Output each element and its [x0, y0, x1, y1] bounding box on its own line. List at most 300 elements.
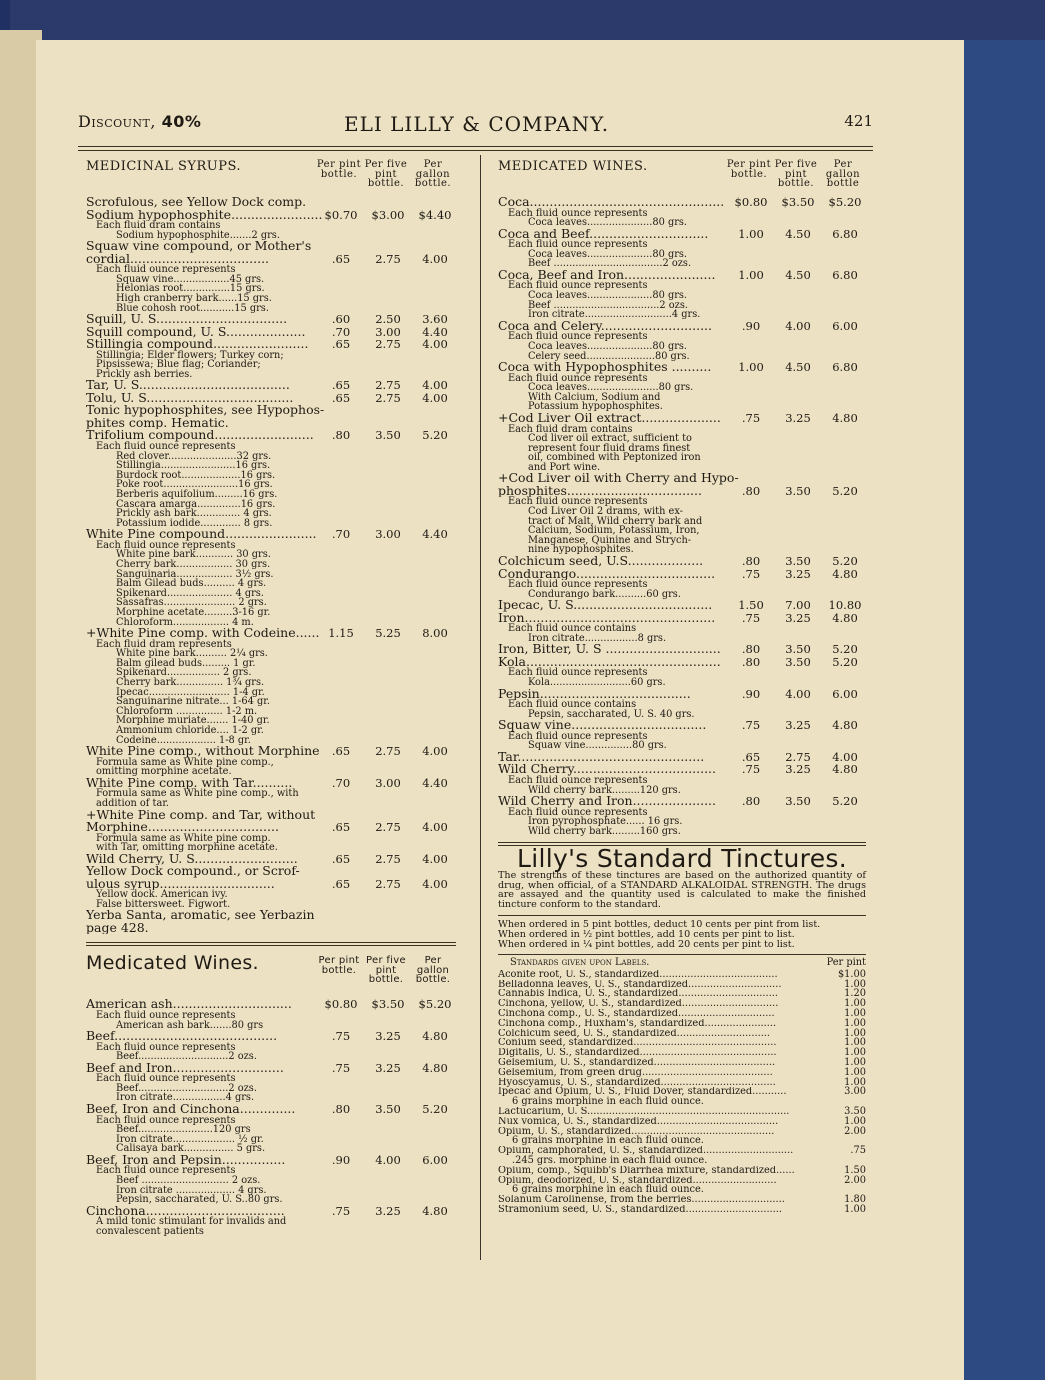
page-header	[78, 112, 873, 138]
price-value: $3.50	[371, 997, 405, 1012]
ingredient-line: Coca leaves.....................80 grs.	[528, 340, 688, 352]
formula-note: Formula same as White pine comp.	[96, 832, 271, 844]
ingredient-line: Red clover......................32 grs.	[116, 450, 272, 462]
product-name: Sodium hypophosphite.......................	[86, 208, 323, 221]
price-value: .65	[331, 876, 351, 891]
product-name: Squill compound, U. S....................	[86, 325, 306, 339]
product-name: Beef, Iron and Pepsin................	[86, 1153, 286, 1167]
product-name: Condurango...................................	[498, 567, 716, 581]
tincture-name: Hyoscyamus, U. S., standardized.....................................	[498, 1077, 776, 1088]
product-name: Coca and Beef..............................	[498, 227, 709, 241]
product-name: Iron................................................	[498, 611, 716, 625]
formula-note: Pipsissewa; Blue flag; Coriander;	[96, 359, 261, 371]
tincture-name: Stramonium seed, U. S., standardized...............................	[498, 1205, 783, 1215]
price-value: 1.15	[328, 626, 354, 641]
price-value: 5.20	[422, 428, 448, 443]
ingredient-line: White pine bark.......... 2¼ grs.	[116, 648, 268, 660]
tincture-price: 1.00	[844, 978, 866, 990]
price-value: 3.25	[785, 411, 811, 425]
price-value: 4.00	[422, 851, 448, 866]
tincture-name: Gelsemium, U. S., standardized.......................................	[498, 1058, 776, 1068]
price-value: 4.00	[375, 1152, 401, 1167]
ingredient-line: Sanguinaria.................. 3½ grs.	[116, 568, 274, 580]
product-name: Tar, U. S......................................	[86, 379, 290, 392]
medicinal-syrups-section	[86, 152, 456, 934]
product-name: Wild Cherry, U. S..........................	[86, 852, 298, 866]
ingredient-line: Calisaya bark................ 5 grs.	[116, 1143, 266, 1155]
tincture-note: 6 grains morphine in each fluid ounce.	[512, 1135, 704, 1147]
product-name: Kola.................................................	[498, 655, 721, 669]
section-title: MEDICINAL SYRUPS. Per pint bottle. Per five pint bottle. Per gallon bottle.	[86, 152, 456, 196]
tincture-price: 1.00	[844, 998, 866, 1010]
divider-rule	[498, 915, 866, 916]
ingredient-line: Balm Gilead buds.......... 4 grs.	[116, 578, 267, 590]
ingredient-line: Squaw vine...............80 grs.	[528, 740, 667, 752]
formula-note: Each fluid ounce contains	[508, 623, 637, 635]
price-value: 5.20	[832, 654, 858, 669]
ingredient-line: Condurango bark..........60 grs.	[528, 588, 681, 600]
ingredient-line: Potassium iodide............. 8 grs.	[116, 517, 273, 529]
price-value: 1.50	[738, 598, 764, 613]
price-value: .75	[331, 1029, 351, 1044]
price-value: .70	[331, 324, 351, 339]
tincture-row	[498, 1176, 866, 1186]
ingredient-line: Celery seed......................80 grs.	[528, 350, 690, 362]
ingredient-line: Sassafras....................... 2 grs.	[116, 597, 267, 609]
product-row	[498, 269, 866, 282]
product-row	[86, 998, 456, 1011]
medicated-wines-section	[86, 946, 456, 1236]
tincture-name: Cinchona, yellow, U. S., standardized...............................	[498, 999, 779, 1010]
price-value: 7.00	[785, 598, 811, 613]
price-value: .75	[741, 718, 761, 733]
ingredient-line: Beef ...................................2 ozs.	[528, 258, 692, 270]
tincture-row	[498, 1205, 866, 1215]
tincture-price: .75	[850, 1145, 866, 1157]
price-value: 8.00	[422, 626, 448, 641]
ingredient-line: Iron citrate.................... ½ gr.	[116, 1133, 264, 1145]
ingredient-line: Morphine acetate.........3-16 gr.	[116, 606, 271, 618]
tincture-price: 1.20	[844, 988, 866, 1000]
price-value: 6.00	[832, 686, 858, 701]
tincture-price: 3.50	[844, 1106, 866, 1118]
product-name: White Pine comp., without Morphine	[86, 745, 320, 758]
ingredient-line: Beef ............................ 2 ozs.	[116, 1175, 261, 1187]
price-value: 4.80	[832, 411, 858, 425]
price-value: 2.75	[375, 337, 401, 352]
product-row	[86, 909, 456, 922]
column-header: Per gallon bottle.	[415, 955, 451, 986]
section-title: Medicated Wines. Per pint bottle. Per five pint bottle. Per gallon bottle.	[86, 946, 456, 998]
column-header: Per five pint bottle.	[366, 955, 406, 986]
price-value: $0.80	[734, 195, 768, 209]
product-name: Yellow Dock compound., or Scrof-	[86, 865, 300, 878]
product-row	[86, 777, 456, 790]
tincture-row	[498, 1019, 866, 1029]
price-value: .65	[331, 744, 351, 759]
price-value: .65	[741, 749, 761, 764]
price-value: 3.25	[375, 1060, 401, 1075]
ingredient-line: Spikenard..................... 4 grs.	[116, 587, 264, 599]
ingredient-line: Kola..........................60 grs.	[528, 677, 666, 688]
column-header: Per five pint bottle.	[364, 159, 408, 189]
ingredient-line: Prickly ash bark.............. 4 grs.	[116, 508, 272, 520]
ingredient-line: Coca leaves.....................80 grs.	[528, 290, 688, 302]
product-name: Beef, Iron and Cinchona..............	[86, 1103, 296, 1116]
formula-note: Formula same as White pine comp., with	[96, 788, 299, 800]
tincture-price: 1.00	[844, 1204, 866, 1216]
price-value: .80	[331, 428, 351, 443]
price-value: $5.20	[828, 195, 862, 209]
product-row	[498, 228, 866, 241]
price-value: 2.75	[375, 851, 401, 866]
tincture-name: Conium seed, standardized..............................................	[498, 1038, 777, 1049]
product-row	[498, 196, 866, 209]
product-name: +White Pine comp. with Codeine......	[86, 627, 320, 640]
section-title: MEDICATED WINES. Per pint bottle. Per five pint bottle. Per gallon bottle	[498, 152, 866, 196]
price-value: $3.00	[371, 207, 405, 222]
ingredient-line: Manganese, Quinine and Strych-	[528, 534, 692, 546]
price-value: 2.75	[375, 744, 401, 759]
price-value: 3.50	[785, 554, 811, 569]
price-value: 3.50	[785, 642, 811, 657]
formula-note: with Tar, omitting morphine acetate.	[96, 842, 278, 854]
ingredient-line: Iron citrate.................4 grs.	[116, 1092, 255, 1104]
column-header: Per five pint bottle.	[774, 159, 818, 189]
product-name: White Pine comp. with Tar..........	[86, 776, 293, 790]
price-value: 1.00	[738, 267, 764, 282]
product-name: +Cod Liver oil with Cherry and Hypo-	[498, 472, 739, 485]
price-value: 4.00	[785, 686, 811, 701]
price-value: 3.00	[375, 324, 401, 339]
order-note: When ordered in ¼ pint bottles, add 20 cents per pint to list.	[498, 938, 795, 950]
list-header-label: Standards given upon Labels.	[510, 957, 650, 969]
tincture-price: 1.00	[844, 1008, 866, 1020]
ingredient-line: Cherry bark.................. 30 grs.	[116, 558, 271, 570]
standard-tinctures-section	[498, 846, 866, 1214]
tincture-price: 1.50	[844, 1164, 866, 1176]
product-name: Squaw vine compound, or Mother's	[86, 240, 312, 253]
price-value: 4.50	[785, 226, 811, 241]
product-row	[86, 878, 456, 891]
price-value: .80	[741, 794, 761, 809]
formula-note: Each fluid ounce represents	[508, 280, 648, 292]
formula-note: Each fluid ounce represents	[508, 667, 648, 679]
price-value: 4.00	[422, 337, 448, 352]
price-value: 2.75	[375, 820, 401, 835]
formula-note: Each fluid ounce contains	[508, 699, 637, 711]
product-row	[498, 612, 866, 625]
price-value: 4.80	[422, 1060, 448, 1075]
product-row	[498, 656, 866, 669]
product-row	[498, 719, 866, 732]
formula-note: addition of tar.	[96, 797, 170, 809]
ingredient-line: Pepsin, saccharated, U. S..80 grs.	[116, 1194, 283, 1206]
formula-note: Each fluid ounce represents	[96, 264, 236, 276]
ingredient-line: Blue cohosh root...........15 grs.	[116, 302, 269, 314]
formula-note: Each fluid ounce represents	[96, 1073, 236, 1085]
price-value: $0.80	[324, 997, 358, 1012]
tincture-name: Opium, U. S., standardized..............................................	[498, 1126, 775, 1137]
ingredient-line: Morphine muriate....... 1-40 gr.	[116, 715, 270, 727]
ingredient-line: Coca leaves.....................80 grs.	[528, 217, 688, 229]
tincture-price: 2.00	[844, 1174, 866, 1186]
product-row	[86, 627, 456, 640]
price-value: $3.50	[781, 195, 815, 209]
ingredient-line: Pepsin, saccharated, U. S. 40 grs.	[528, 708, 695, 720]
price-value: 5.20	[832, 554, 858, 569]
price-value: 4.00	[832, 749, 858, 764]
product-row	[86, 429, 456, 442]
price-value: 5.20	[832, 794, 858, 809]
price-value: 4.00	[422, 251, 448, 266]
price-value: 4.40	[422, 527, 448, 542]
price-value: 1.00	[738, 360, 764, 375]
formula-note: convalescent patients	[96, 1225, 204, 1237]
ingredient-line: American ash bark.......80 grs	[116, 1019, 264, 1031]
product-row	[86, 865, 456, 878]
product-name: Beef and Iron............................	[86, 1061, 284, 1075]
formula-note: A mild tonic stimulant for invalids and	[96, 1216, 287, 1228]
tincture-name: Opium, camphorated, U. S., standardized.............................	[498, 1146, 794, 1157]
product-name: Tolu, U. S.....................................	[86, 391, 294, 405]
tincture-row	[498, 1166, 866, 1176]
price-value: 2.75	[375, 378, 401, 393]
ingredient-line: Calcium, Sodium, Potassium, Iron,	[528, 525, 700, 537]
ingredient-line: Iron pyrophosphate...... 16 grs.	[528, 816, 683, 828]
product-name: Iron, Bitter, U. S .............................	[498, 643, 721, 656]
price-value: 4.40	[422, 324, 448, 339]
tincture-row	[498, 1117, 866, 1127]
price-value: 5.25	[375, 626, 401, 641]
formula-note: Each fluid ounce represents	[508, 207, 648, 219]
tincture-note: 6 grains morphine in each fluid ounce.	[512, 1096, 704, 1108]
product-row	[498, 472, 866, 485]
formula-note: Each fluid ounce represents	[96, 1114, 236, 1126]
tincture-row	[498, 1195, 866, 1205]
price-value: 2.75	[375, 390, 401, 405]
tincture-name: Opium, comp., Squibb's Diarrhea mixture, standardized......	[498, 1165, 795, 1176]
price-value: .80	[741, 483, 761, 498]
price-value: 3.25	[375, 1029, 401, 1044]
ingredient-line: Ipecac.......................... 1-4 gr.	[116, 686, 265, 698]
product-name: Coca with Hypophosphites ..........	[498, 361, 712, 374]
product-row	[498, 643, 866, 656]
product-name: +Cod Liver Oil extract....................	[498, 412, 721, 425]
tincture-row	[498, 1107, 866, 1117]
ingredient-line: Cod Liver Oil 2 drams, with ex-	[528, 506, 683, 518]
ingredient-line: Helonias root...............15 grs.	[116, 283, 265, 295]
product-row	[86, 338, 456, 351]
price-value: .60	[331, 312, 351, 327]
product-name: Coca.................................................	[498, 196, 725, 209]
price-value: 4.80	[422, 1029, 448, 1044]
tincture-row	[498, 1048, 866, 1058]
price-value: 4.80	[832, 566, 858, 581]
price-value: 6.80	[832, 226, 858, 241]
formula-note: Each fluid ounce represents	[508, 579, 648, 591]
price-value: 6.80	[832, 267, 858, 282]
price-value: 4.50	[785, 267, 811, 282]
price-value: 1.00	[738, 226, 764, 241]
ingredient-line: oil, combined with Peptonized iron	[528, 452, 701, 464]
ingredient-line: Balm gilead buds......... 1 gr.	[116, 657, 256, 669]
tincture-note: .245 grs. morphine in each fluid ounce.	[512, 1155, 708, 1167]
product-name: Stillingia compound........................	[86, 338, 309, 351]
column-header: Per pint bottle.	[316, 159, 362, 180]
formula-note: Prickly ash berries.	[96, 368, 193, 380]
price-value: .75	[741, 411, 761, 425]
tincture-row	[498, 1009, 866, 1019]
price-value: 5.20	[832, 642, 858, 657]
product-name: phosphites..................................	[498, 484, 702, 498]
product-row	[498, 412, 866, 425]
tincture-price: 1.00	[844, 1047, 866, 1059]
formula-note: Each fluid dram contains	[508, 423, 633, 435]
product-name: Wild Cherry....................................	[498, 763, 717, 776]
ingredient-line: Coca leaves.....................80 grs.	[528, 248, 688, 260]
product-name: Tonic hypophosphites, see Hypophos-	[86, 404, 325, 417]
price-value: 3.25	[785, 610, 811, 625]
ingredient-line: Iron citrate............................4 grs.	[528, 309, 701, 321]
product-name: Scrofulous, see Yellow Dock comp.	[86, 196, 307, 209]
formula-note: Each fluid dram represents	[96, 638, 232, 650]
ingredient-line: High cranberry bark......15 grs.	[116, 292, 272, 304]
order-note: When ordered in ½ pint bottles, add 10 cents per pint to list.	[498, 928, 795, 940]
product-name: phites comp. Hematic.	[86, 416, 229, 430]
ingredient-line: represent four fluid drams finest	[528, 442, 691, 454]
price-value: 3.00	[375, 527, 401, 542]
medicated-wines-continued	[498, 152, 866, 836]
formula-note: Each fluid ounce represents	[508, 774, 648, 786]
product-name: Pepsin......................................	[498, 687, 691, 701]
price-value: 4.00	[785, 318, 811, 333]
product-row	[498, 751, 866, 764]
ingredient-line: nine hypophosphites.	[528, 544, 634, 556]
formula-note: Each fluid ounce represents	[508, 496, 648, 508]
ingredient-line: Wild cherry bark.........120 grs.	[528, 784, 681, 796]
formula-note: Each fluid ounce represents	[508, 806, 648, 818]
ingredient-line: Poke root........................16 grs.	[116, 479, 273, 491]
formula-note: Each fluid ounce represents	[96, 440, 236, 452]
product-row	[86, 196, 456, 209]
price-value: 6.80	[832, 360, 858, 375]
price-value: 5.20	[832, 483, 858, 498]
tincture-price: 1.00	[844, 1066, 866, 1078]
formula-note: Each fluid ounce represents	[96, 1041, 236, 1053]
product-name: Beef.........................................	[86, 1030, 278, 1043]
tincture-price: 3.00	[844, 1086, 866, 1098]
tincture-name: Ipecac and Opium, U. S., Fluid Dover, standardized...........	[498, 1087, 787, 1098]
price-value: 4.80	[832, 718, 858, 733]
ingredient-line: Codeine................... 1-8 gr.	[116, 734, 251, 746]
product-row	[86, 1103, 456, 1116]
product-name: Wild Cherry and Iron.....................	[498, 795, 717, 808]
price-value: .90	[331, 1152, 351, 1167]
price-value: 3.50	[375, 428, 401, 443]
book-cover	[960, 40, 1045, 1380]
product-name: White Pine compound.......................	[86, 528, 317, 541]
product-row	[498, 763, 866, 776]
price-value: 4.80	[422, 1203, 448, 1218]
tinctures-list-header	[498, 958, 866, 968]
price-value: $5.20	[418, 997, 452, 1012]
price-value: .65	[331, 390, 351, 405]
page-number: 421	[844, 112, 873, 130]
ingredient-line: Cherry bark............... 1¾ grs.	[116, 677, 265, 688]
tincture-row	[498, 989, 866, 999]
price-value: 5.20	[422, 1102, 448, 1117]
ingredient-line: tract of Malt, Wild cherry bark and	[528, 515, 703, 527]
ingredient-line: White pine bark............ 30 grs.	[116, 549, 271, 561]
formula-note: Each fluid ounce represents	[508, 331, 648, 343]
price-value: .75	[331, 1060, 351, 1075]
formula-note: Each fluid ounce represents	[508, 730, 648, 742]
tincture-name: Colchicum seed, U. S., standardized..............................	[498, 1028, 771, 1039]
price-value: 3.00	[375, 775, 401, 790]
formula-note: Each fluid ounce represents	[508, 372, 648, 384]
tincture-row	[498, 980, 866, 990]
price-value: $0.70	[324, 207, 358, 222]
column-header: Per pint bottle.	[726, 159, 772, 180]
ingredient-line: Beef ..................................2 ozs.	[528, 299, 688, 311]
product-row	[86, 313, 456, 326]
ingredient-line: Potassium hypophosphites.	[528, 401, 663, 413]
ingredient-line: Sodium hypophosphite.......2 grs.	[116, 229, 280, 241]
price-value: 4.40	[422, 775, 448, 790]
price-value: 4.00	[422, 820, 448, 835]
right-column	[498, 152, 866, 1215]
formula-note: Each fluid ounce represents	[96, 1009, 236, 1021]
product-row	[86, 821, 456, 834]
formula-note: Formula same as White pine comp.,	[96, 756, 274, 768]
product-name: Colchicum seed, U.S...................	[498, 555, 704, 568]
price-value: .65	[331, 337, 351, 352]
ingredient-line: and Port wine.	[528, 461, 601, 473]
tincture-name: Gelsemium, from green drug..........................................	[498, 1067, 773, 1078]
ingredient-line: Spikenard................. 2 grs.	[116, 667, 252, 679]
price-value: 4.80	[832, 762, 858, 777]
formula-note: Each fluid dram contains	[96, 220, 221, 231]
price-value: 2.75	[375, 876, 401, 891]
formula-note: False bittersweet. Figwort.	[96, 898, 231, 910]
product-name: Ipecac, U. S...................................	[498, 599, 713, 612]
price-value: .75	[331, 1203, 351, 1218]
product-name: Squaw vine..................................	[498, 719, 707, 732]
product-name: Yerba Santa, aromatic, see Yerbazin	[86, 909, 315, 922]
price-value: 3.60	[422, 312, 448, 327]
product-name: Cinchona...................................	[86, 1204, 285, 1218]
formula-note: Each fluid ounce represents	[96, 1165, 236, 1177]
price-value: 2.75	[375, 251, 401, 266]
price-value: .70	[331, 775, 351, 790]
tincture-name: Opium, deodorized, U. S., standardized...........................	[498, 1175, 777, 1186]
price-value: 2.50	[375, 312, 401, 327]
price-value: 3.50	[785, 483, 811, 498]
column-header: Per gallon bottle.	[414, 159, 452, 189]
tincture-price: 1.00	[844, 1076, 866, 1088]
column-divider	[480, 155, 481, 1260]
ingredient-line: Beef.............................2 ozs.	[116, 1051, 257, 1063]
tinctures-title: Lilly's Standard Tinctures.	[517, 844, 847, 874]
column-header: Per gallon bottle	[825, 159, 861, 189]
ingredient-line: Beef.............................2 ozs.	[116, 1082, 257, 1094]
product-row	[498, 688, 866, 701]
tincture-row	[498, 1068, 866, 1078]
ingredient-line: Cascara amarga..............16 grs.	[116, 498, 276, 510]
tincture-name: Nux vomica, U. S., standardized.......................................	[498, 1116, 779, 1127]
ingredient-line: Beef........................120 grs	[116, 1124, 251, 1136]
